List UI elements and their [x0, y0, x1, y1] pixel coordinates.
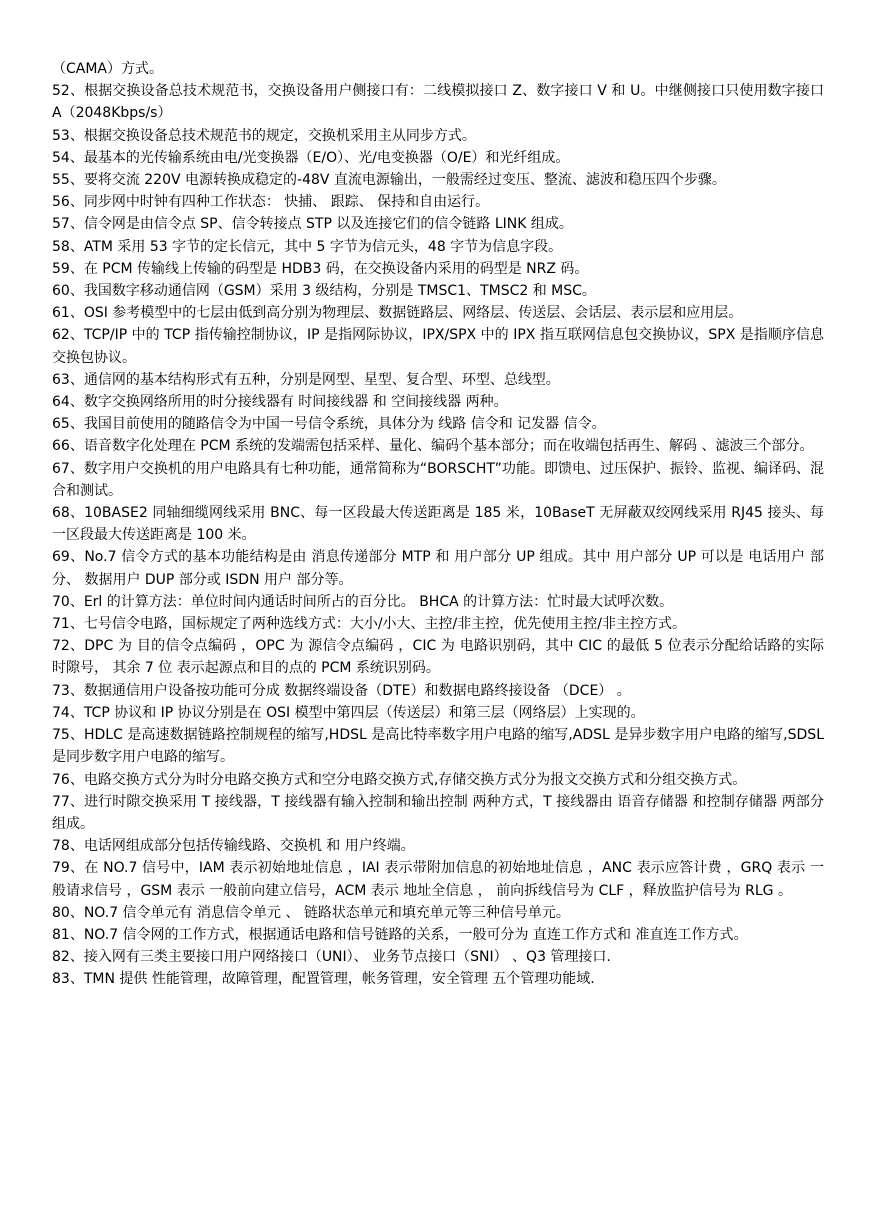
paragraph-56: 56、同步网中时钟有四种工作状态： 快捕、 跟踪、 保持和自由运行。: [52, 194, 490, 211]
paragraph-62: 62、TCP/IP 中的 TCP 指传输控制协议，IP 是指网际协议，IPX/SPX 中的 IPX 指互联网信息包交换协议，SPX 是指顺序信息交换包协议。: [52, 327, 824, 366]
paragraph-51-tail: （CAMA）方式。: [52, 61, 164, 77]
paragraph-73: 73、数据通信用户设备按功能可分成 数据终端设备（DTE）和数据电路终接设备 （DCE） 。: [52, 682, 631, 699]
paragraph-72: 72、DPC 为 目的信令点编码 ，OPC 为 源信令点编码 ，CIC 为 电路识别码，其中 CIC 的最低 5 位表示分配给话路的实际时隙号， 其余 7 位 表示起源点和目的点的 PCM 系统识别码。: [52, 638, 824, 677]
paragraph-76: 76、电路交换方式分为时分电路交换方式和空分电路交换方式,存储交换方式分为报文交换方式和分组交换方式。: [52, 771, 747, 788]
paragraph-59: 59、在 PCM 传输线上传输的码型是 HDB3 码，在交换设备内采用的码型是 NRZ 码。: [52, 260, 589, 277]
paragraph-66: 66、语音数字化处理在 PCM 系统的发端需包括采样、量化、编码个基本部分；而在收端包括再生、解码 、滤波三个部分。: [52, 438, 814, 455]
paragraph-78: 78、电话网组成部分包括传输线路、交换机 和 用户终端。: [52, 838, 415, 855]
paragraph-83: 83、TMN 提供 性能管理，故障管理，配置管理，帐务管理，安全管理 五个管理功能域.: [52, 971, 595, 988]
paragraph-55: 55、要将交流 220V 电源转换成稳定的-48V 直流电源输出，一般需经过变压、整流、滤波和稳压四个步骤。: [52, 172, 726, 189]
paragraph-54: 54、最基本的光传输系统由电/光变换器（E/O）、光/电变换器（O/E）和光纤组成。: [52, 149, 570, 166]
paragraph-65: 65、我国目前使用的随路信令为中国一号信令系统，具体分为 线路 信令和 记发器 信令。: [52, 416, 606, 433]
paragraph-61: 61、OSI 参考模型中的七层由低到高分别为物理层、数据链路层、网络层、传送层、会话层、表示层和应用层。: [52, 305, 743, 322]
paragraph-53: 53、根据交换设备总技术规范书的规定，交换机采用主从同步方式。: [52, 127, 476, 144]
document-body: [52, 58, 824, 991]
paragraph-80: 80、NO.7 信令单元有 消息信令单元 、 链路状态单元和填充单元等三种信号单元。: [52, 904, 570, 921]
paragraph-52: 52、根据交换设备总技术规范书，交换设备用户侧接口有：二线模拟接口 Z、数字接口 V 和 U。中继侧接口只使用数字接口 A（2048Kbps/s）: [52, 83, 824, 122]
paragraph-64: 64、数字交换网络所用的时分接线器有 时间接线器 和 空间接线器 两种。: [52, 394, 508, 411]
paragraph-79: 79、在 NO.7 信号中，IAM 表示初始地址信息 ，IAI 表示带附加信息的初始地址信息 ，ANC 表示应答计费 ，GRQ 表示 一般请求信号 ，GSM 表示 一般前向建立信号，ACM 表示 地址全信息 ， 前向拆线信号为 CLF ，释放监护信号为 RLG 。: [52, 860, 824, 899]
paragraph-57: 57、信令网是由信令点 SP、信令转接点 STP 以及连接它们的信令链路 LINK 组成。: [52, 216, 573, 233]
paragraph-77: 77、进行时隙交换采用 T 接线器，T 接线器有输入控制和输出控制 两种方式，T 接线器由 语音存储器 和控制存储器 两部分组成。: [52, 793, 824, 832]
paragraph-63: 63、通信网的基本结构形式有五种，分别是网型、星型、复合型、环型、总线型。: [52, 371, 560, 388]
paragraph-68: 68、10BASE2 同轴细缆网线采用 BNC、每一区段最大传送距离是 185 米，10BaseT 无屏蔽双绞网线采用 RJ45 接头、每一区段最大传送距离是 100 米。: [52, 505, 824, 544]
paragraph-60: 60、我国数字移动通信网（GSM）采用 3 级结构，分别是 TMSC1、TMSC2 和 MSC。: [52, 283, 596, 300]
paragraph-71: 71、七号信令电路，国标规定了两种选线方式：大小/小大、主控/非主控，优先使用主控/非主控方式。: [52, 616, 686, 633]
paragraph-82: 82、接入网有三类主要接口用户网络接口（UNI）、 业务节点接口（SNI） 、Q3 管理接口.: [52, 949, 611, 966]
paragraph-58: 58、ATM 采用 53 字节的定长信元，其中 5 字节为信元头，48 字节为信息字段。: [52, 238, 563, 255]
paragraph-70: 70、Erl 的计算方法：单位时间内通话时间所占的百分比。 BHCA 的计算方法：忙时最大试呼次数。: [52, 593, 674, 610]
paragraph-67: 67、数字用户交换机的用户电路具有七种功能，通常简称为“BORSCHT”功能。即馈电、过压保护、振铃、监视、编译码、混合和测试。: [52, 460, 824, 499]
paragraph-74: 74、TCP 协议和 IP 协议分别是在 OSI 模型中第四层（传送层）和第三层（网络层）上实现的。: [52, 704, 645, 721]
paragraph-81: 81、NO.7 信令网的工作方式，根据通话电路和信号链路的关系，一般可分为 直连工作方式和 准直连工作方式。: [52, 926, 748, 943]
paragraph-75: 75、HDLC 是高速数据链路控制规程的缩写,HDSL 是高比特率数字用户电路的缩写,ADSL 是异步数字用户电路的缩写,SDSL 是同步数字用户电路的缩写。: [52, 727, 824, 766]
paragraph-69: 69、No.7 信令方式的基本功能结构是由 消息传递部分 MTP 和 用户部分 UP 组成。其中 用户部分 UP 可以是 电话用户 部分、 数据用户 DUP 部分或 ISDN 用户 部分等。: [52, 549, 824, 588]
